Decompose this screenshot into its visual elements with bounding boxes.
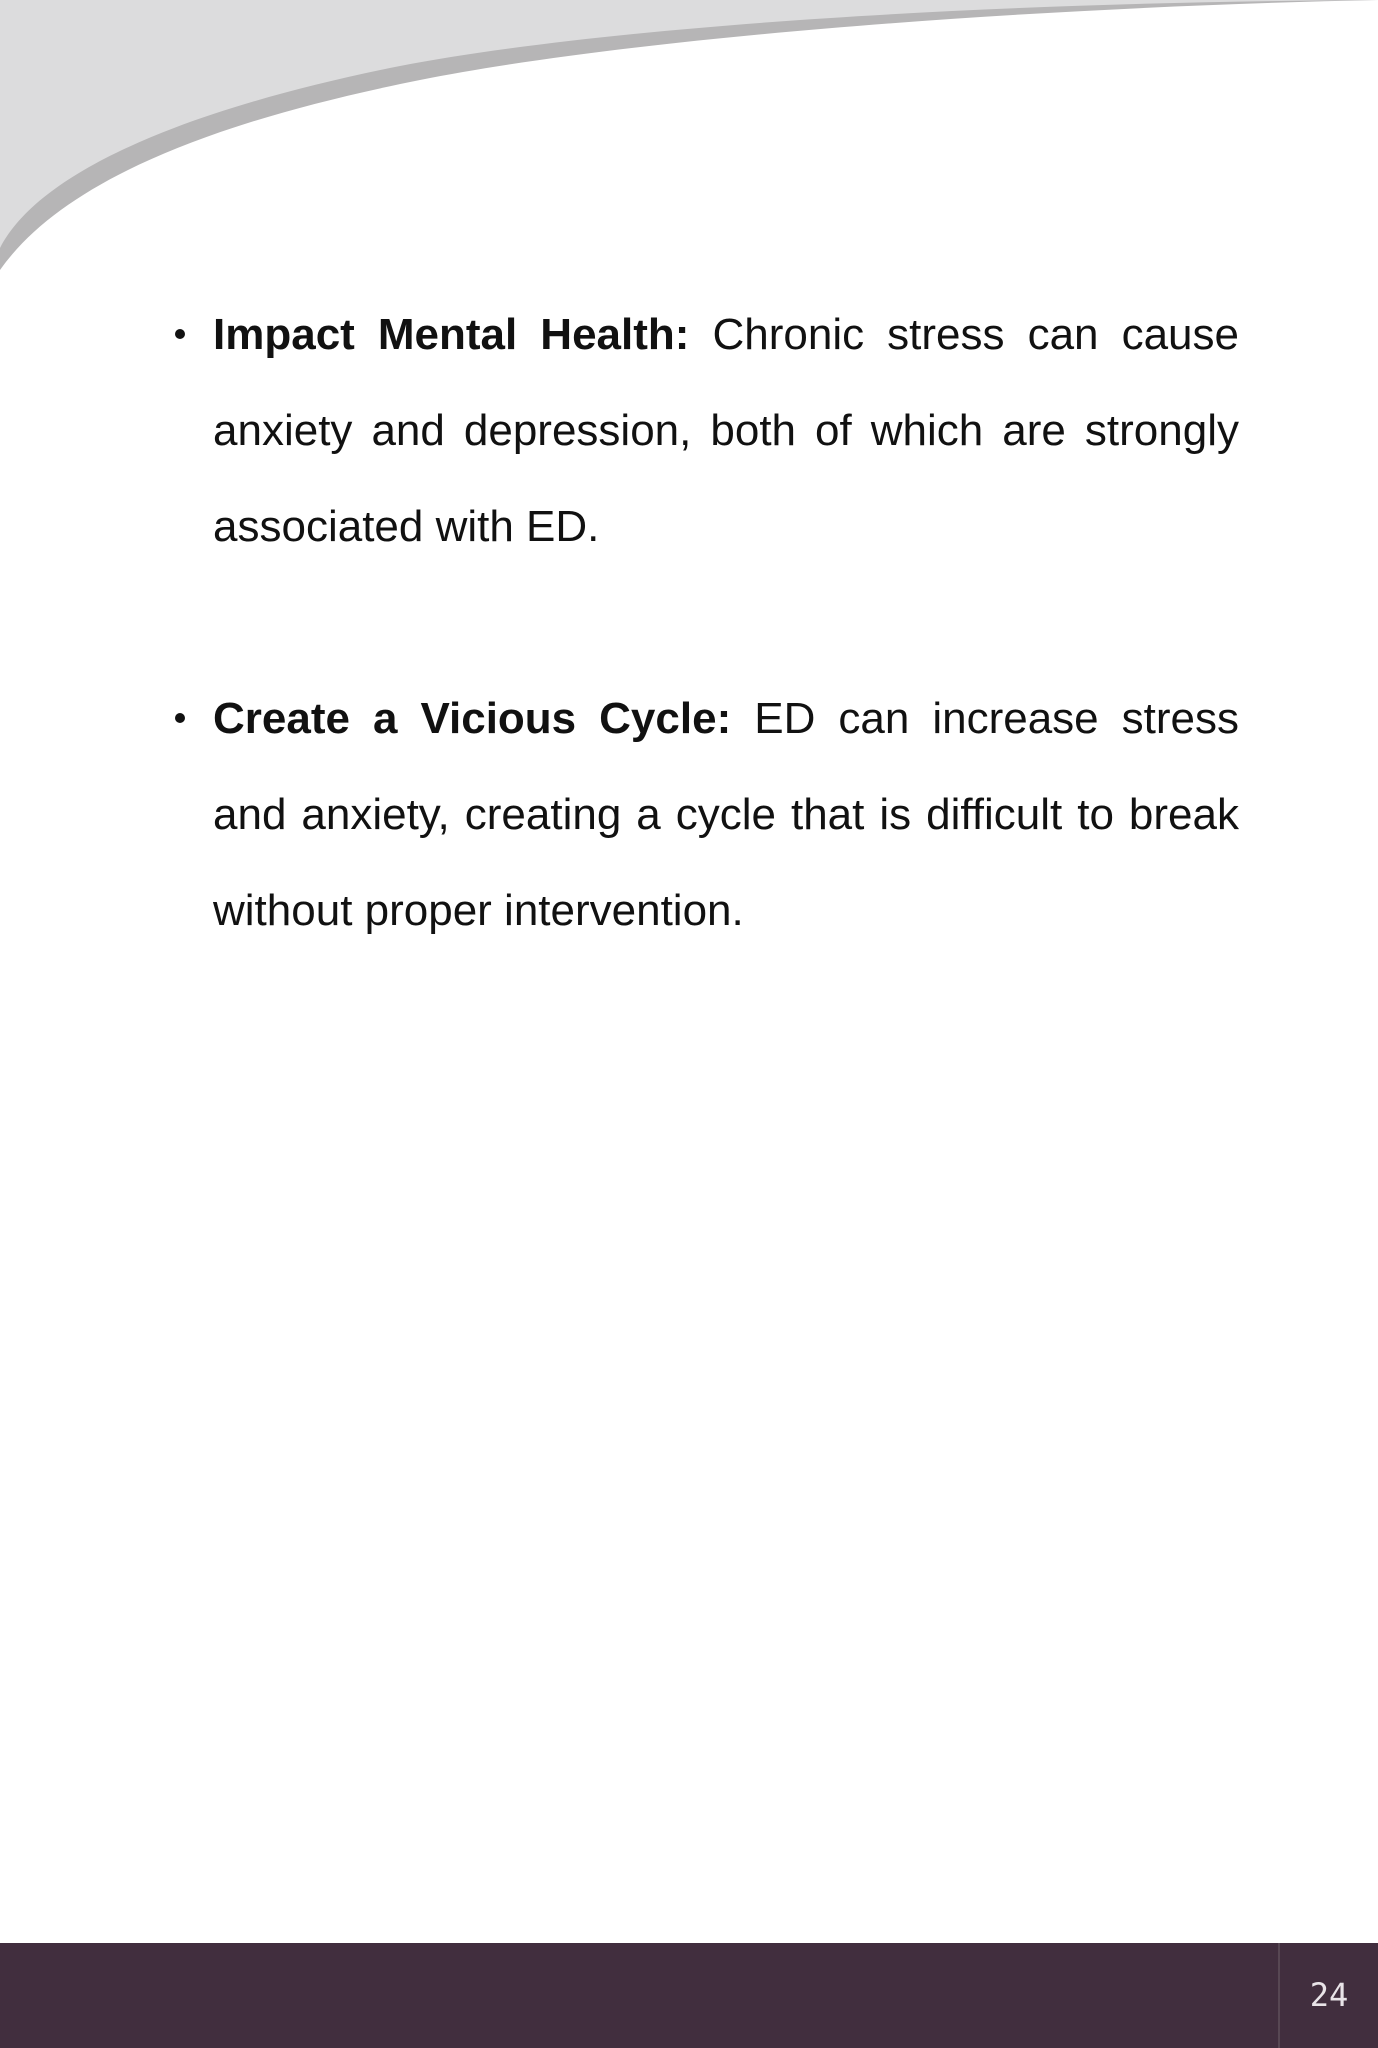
header-swoosh-decoration — [0, 0, 1378, 300]
page-number: 24 — [1309, 1976, 1349, 2014]
bullet-dot-icon — [175, 713, 185, 723]
bullet-item-create-vicious-cycle — [213, 671, 1239, 959]
bullet-term: Create a Vicious Cycle: — [213, 694, 755, 743]
bullet-text: Chronic stress can cause anxiety and depression, both of which are strongly associated with ED. — [213, 310, 1239, 551]
bullet-dot-icon — [175, 329, 185, 339]
bullet-text: ED can increase stress and anxiety, creating a cycle that is difficult to break without proper intervention. — [213, 694, 1240, 935]
bullet-list — [213, 287, 1239, 1055]
bullet-item-impact-mental-health — [213, 287, 1239, 575]
bullet-term: Impact Mental Health: — [213, 310, 713, 359]
footer-bar — [0, 1943, 1378, 2048]
